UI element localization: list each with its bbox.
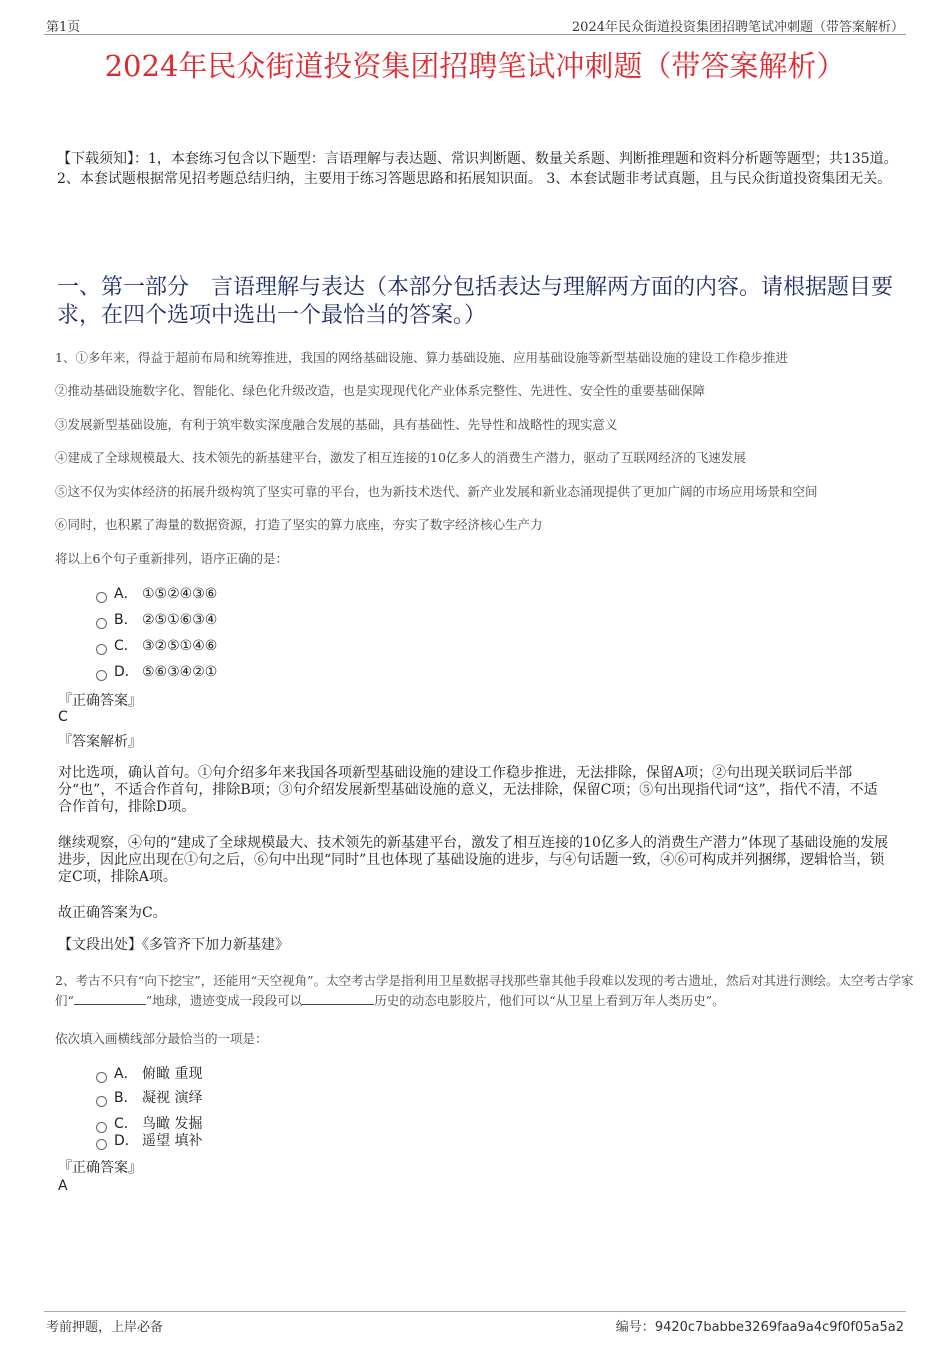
- q1-sentence-5: ⑤这不仅为实体经济的拓展升级构筑了坚实可靠的平台，也为新技术迭代、新产业发展和新业态涌现提供了更加广阔的市场应用场景和空间: [55, 484, 818, 499]
- q1-answer: C: [58, 709, 68, 725]
- header-doc-title: 2024年民众街道投资集团招聘笔试冲刺题（带答案解析）: [571, 20, 904, 35]
- document-title: 2024年民众街道投资集团招聘笔试冲刺题（带答案解析）: [104, 49, 846, 83]
- option-label: D．: [114, 1133, 139, 1149]
- option-text: ②⑤①⑥③④: [142, 612, 218, 628]
- page-header: [44, 14, 906, 35]
- q1-analysis-paragraph-1: 对比选项，确认首句。①句介绍多年来我国各项新型基础设施的建设工作稳步推进，无法排除，保留A项；②句出现关联词后半部分“也”，不适合作首句，排除B项；③句介绍发展新型基础设施的意义，无法排除，保留C项；⑤句出现指代词“这”，指代不清，不适合作首句，排除D项。: [58, 765, 878, 815]
- q1-sentence-6: ⑥同时，也积累了海量的数据资源，打造了坚实的算力底座，夯实了数字经济核心生产力: [55, 517, 543, 532]
- q1-sentence-3: ③发展新型基础设施，有利于筑牢数实深度融合发展的基础，具有基础性、先导性和战略性的现实意义: [55, 417, 618, 432]
- q1-option-b[interactable]: [96, 609, 217, 629]
- q2-stem-part-1: 2、考古不只有“向下挖宝”，还能用“天空视角”。太空考古学是指利用卫星数据寻找那些靠其他手段难以发现的考古遗址，然后对其进行测绘。太空考古学家们“: [55, 973, 914, 1008]
- radio-icon[interactable]: [96, 1139, 107, 1150]
- q2-blank-2: [302, 992, 374, 1005]
- footer-slogan: 考前押题，上岸必备: [46, 1320, 164, 1335]
- q1-prompt: 将以上6个句子重新排列，语序正确的是：: [55, 551, 288, 566]
- q2-stem-part-2: ”地球，遗迹变成一段段可以: [145, 993, 303, 1008]
- option-label: A．: [114, 586, 138, 602]
- q1-option-c[interactable]: [96, 635, 217, 655]
- q2-stem: [55, 971, 915, 1011]
- q2-option-b[interactable]: [96, 1087, 202, 1107]
- q1-sentence-2: ②推动基础设施数字化、智能化、绿色化升级改造，也是实现现代化产业体系完整性、先进性、安全性的重要基础保障: [55, 383, 706, 398]
- radio-icon[interactable]: [96, 670, 107, 681]
- option-text: 鸟瞰 发掘: [142, 1116, 203, 1132]
- q2-stem-part-3: 历史的动态电影胶片，他们可以“从卫星上看到万年人类历史”。: [374, 993, 725, 1008]
- q2-answer: A: [58, 1178, 68, 1194]
- q1-option-d[interactable]: [96, 661, 217, 681]
- q1-source: 【文段出处】《多管齐下加力新基建》: [58, 937, 289, 953]
- q1-analysis-paragraph-2: 继续观察，④句的“建成了全球规模最大、技术领先的新基建平台，激发了相互连接的10亿多人的消费生产潜力”体现了基础设施的发展进步，因此应出现在①句之后，⑥句中出现“同时”且也体现了基础设施的进步，与④句话题一致，④⑥可构成并列捆绑，逻辑恰当，锁定C项，排除A项。: [58, 835, 889, 885]
- option-label: C．: [114, 1116, 138, 1132]
- option-text: 凝视 演绎: [142, 1090, 203, 1106]
- option-label: D．: [114, 664, 139, 680]
- footer-code-label: 编号：: [615, 1320, 655, 1335]
- q1-answer-label: 『正确答案』: [58, 693, 142, 709]
- option-text: 遥望 填补: [142, 1133, 203, 1149]
- q1-analysis-label: 『答案解析』: [58, 734, 142, 750]
- radio-icon[interactable]: [96, 1072, 107, 1083]
- q1-analysis-conclusion: 故正确答案为C。: [58, 905, 167, 921]
- radio-icon[interactable]: [96, 618, 107, 629]
- option-text: ①⑤②④③⑥: [142, 586, 218, 602]
- footer-code-value: 9420c7babbe3269faa9a4c9f0f05a5a2: [654, 1320, 904, 1335]
- radio-icon[interactable]: [96, 1096, 107, 1107]
- q2-answer-label: 『正确答案』: [58, 1160, 142, 1176]
- q1-sentence-4: ④建成了全球规模最大、技术领先的新基建平台，激发了相互连接的10亿多人的消费生产潜力，驱动了互联网经济的飞速发展: [55, 450, 746, 465]
- option-label: A．: [114, 1066, 138, 1082]
- option-label: B．: [114, 612, 138, 628]
- option-label: C．: [114, 638, 138, 654]
- q1-sentence-1: 1、①多年来，得益于超前布局和统筹推进，我国的网络基础设施、算力基础设施、应用基础设施等新型基础设施的建设工作稳步推进: [55, 350, 788, 365]
- download-notice: 【下载须知】：1，本套练习包含以下题型：言语理解与表达题、常识判断题、数量关系题、判断推理题和资料分析题等题型；共135道。 2、本套试题根据常见招考题总结归纳，主要用于练习答题思路和拓展知识面。 3、本套试题非考试真题，且与民众街道投资集团无关。: [57, 151, 898, 187]
- q2-prompt: 依次填入画横线部分最恰当的一项是：: [55, 1031, 268, 1046]
- option-text: ③②⑤①④⑥: [142, 638, 218, 654]
- q2-option-d[interactable]: [96, 1130, 202, 1150]
- option-text: 俯瞰 重现: [142, 1066, 203, 1082]
- radio-icon[interactable]: [96, 644, 107, 655]
- footer-code: [616, 1316, 904, 1335]
- q2-blank-1: [74, 992, 146, 1005]
- radio-icon[interactable]: [96, 592, 107, 603]
- option-label: B．: [114, 1090, 138, 1106]
- page-footer: [44, 1311, 906, 1335]
- q2-option-a[interactable]: [96, 1063, 202, 1083]
- q1-option-a[interactable]: [96, 583, 217, 603]
- section-heading: 一、第一部分 言语理解与表达（本部分包括表达与理解两方面的内容。请根据题目要求，在四个选项中选出一个最恰当的答案。）: [57, 275, 894, 328]
- page-number: 第1页: [46, 20, 81, 35]
- option-text: ⑤⑥③④②①: [142, 664, 218, 680]
